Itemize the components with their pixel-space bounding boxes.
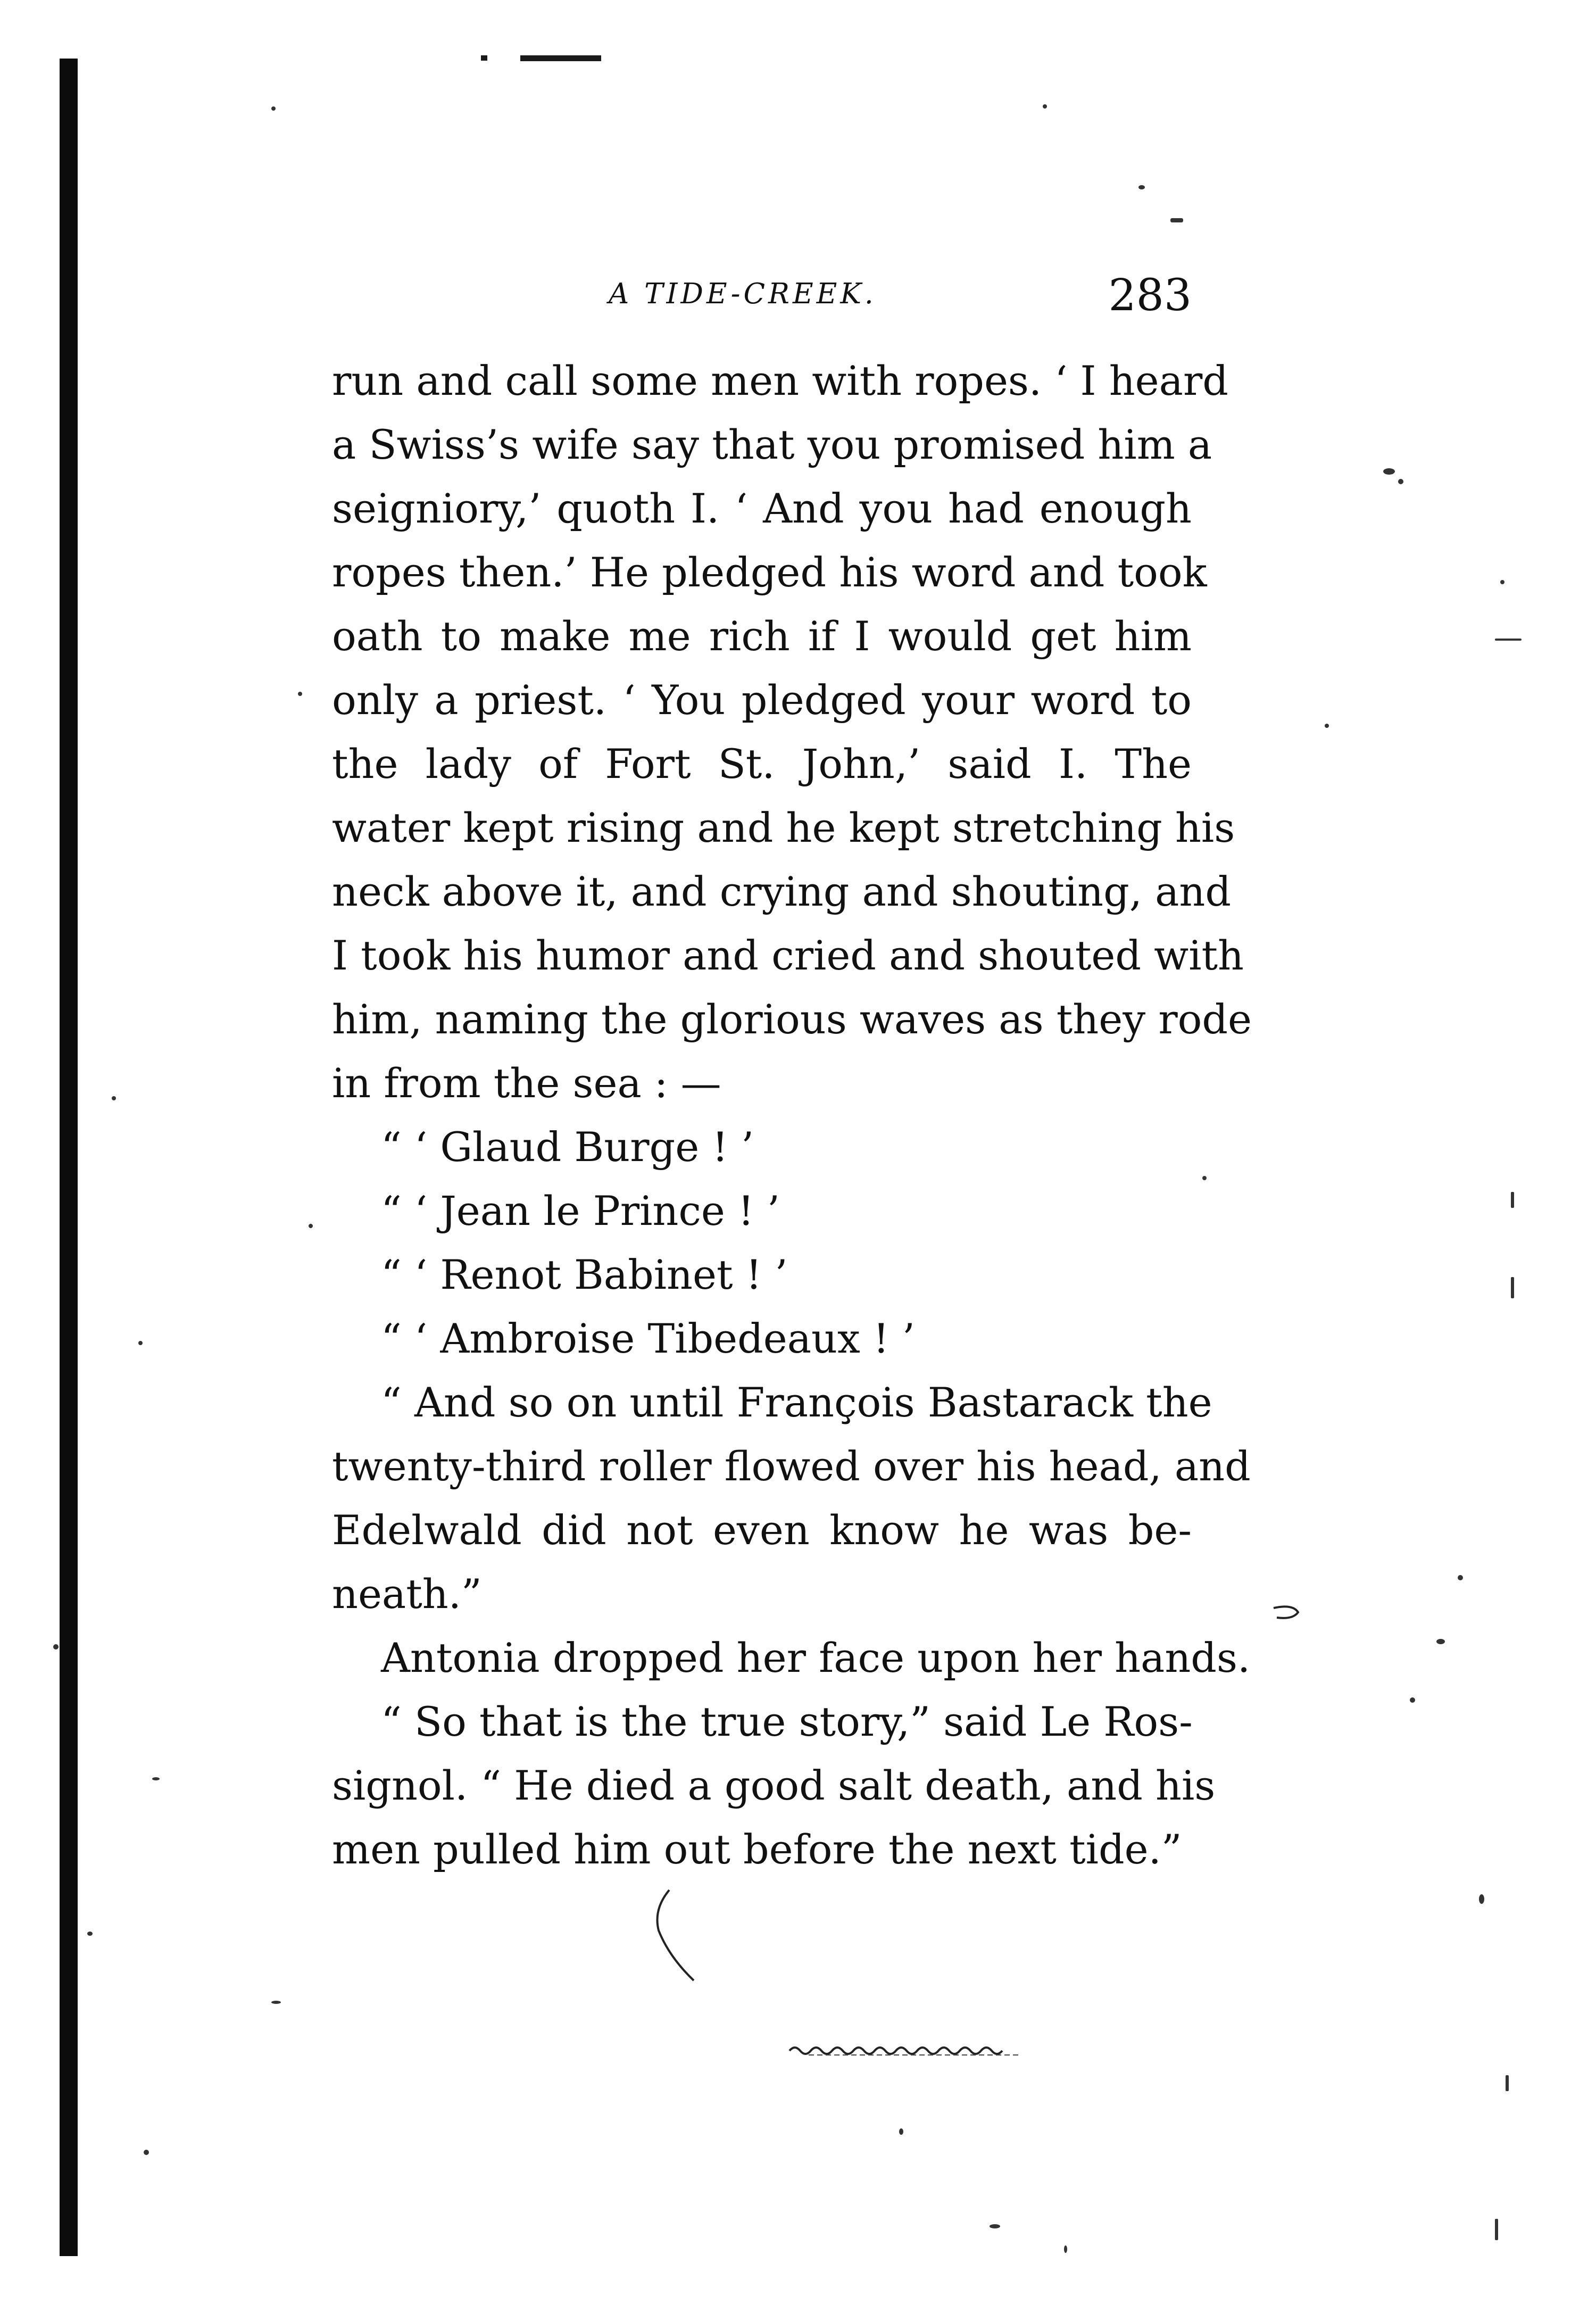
scan-speck xyxy=(1138,185,1145,189)
scan-speck xyxy=(53,1644,59,1650)
text-line: a Swiss’s wife say that you promised him a xyxy=(332,421,1212,468)
text-line: oath to make me rich if I would get him xyxy=(332,612,1192,660)
page-number: 283 xyxy=(1108,270,1192,321)
page-text xyxy=(332,349,1252,1882)
text-line: men pulled him out before the next tide.” xyxy=(332,1826,1182,1873)
scan-speck xyxy=(1202,1176,1207,1180)
verse-line: “ ‘ Jean le Prince ! ’ xyxy=(381,1187,780,1234)
scan-speck xyxy=(271,2001,281,2004)
scan-speck xyxy=(1325,724,1329,728)
scan-speck xyxy=(1458,1575,1463,1580)
scan-speck xyxy=(1495,639,1522,641)
text-line: the lady of Fort St. John,’ said I. The xyxy=(332,740,1192,788)
scan-speck xyxy=(1398,479,1403,484)
text-line: signol. “ He died a good salt death, and his xyxy=(332,1762,1216,1809)
scan-speck xyxy=(1511,1192,1514,1208)
text-line: ropes then.’ He pledged his word and took xyxy=(332,549,1207,596)
scan-speck xyxy=(138,1341,143,1345)
verse-line: “ ‘ Glaud Burge ! ’ xyxy=(381,1123,754,1171)
scan-speck xyxy=(144,2150,149,2155)
scan-speck xyxy=(1170,218,1183,222)
text-line: in from the sea : — xyxy=(332,1059,721,1107)
verse-line: “ ‘ Ambroise Tibedeaux ! ’ xyxy=(381,1315,915,1362)
text-line: run and call some men with ropes. ‘ I heard xyxy=(332,357,1228,404)
margin-scribble xyxy=(1271,1602,1314,1623)
scan-speck xyxy=(1410,1697,1415,1703)
text-line: twenty-third roller flowed over his head, and xyxy=(332,1443,1251,1490)
text-line: only a priest. ‘ You pledged your word to xyxy=(332,676,1192,724)
stray-pencil-mark xyxy=(648,1888,701,1984)
scan-speck xyxy=(990,2224,1000,2228)
text-line: “ So that is the true story,” said Le Ros- xyxy=(381,1698,1193,1745)
text-line: Edelwald did not even know he was be- xyxy=(332,1506,1192,1554)
scan-speck xyxy=(271,106,276,111)
text-line: “ And so on until François Bastarack the xyxy=(381,1379,1212,1426)
page-binding-shadow xyxy=(60,59,78,2256)
scan-speck xyxy=(309,1224,313,1228)
top-margin-rule xyxy=(520,55,601,61)
running-head xyxy=(332,270,1192,321)
scan-speck xyxy=(1043,104,1047,109)
ornament-rule xyxy=(787,2041,1043,2057)
text-line: I took his humor and cried and shouted with xyxy=(332,932,1244,979)
text-line: Antonia dropped her face upon her hands. xyxy=(381,1634,1251,1681)
scan-speck xyxy=(1436,1639,1445,1644)
scan-speck xyxy=(1511,1277,1514,1298)
scan-speck xyxy=(1506,2075,1509,2091)
scan-speck xyxy=(1064,2245,1067,2253)
scan-speck xyxy=(1495,2219,1498,2240)
top-margin-mark xyxy=(481,55,487,61)
verse-line: “ ‘ Renot Babinet ! ’ xyxy=(381,1251,788,1298)
text-line: seigniory,’ quoth I. ‘ And you had enough xyxy=(332,485,1192,532)
scan-speck xyxy=(1383,468,1395,475)
scan-speck xyxy=(87,1932,93,1936)
scan-speck xyxy=(1500,580,1504,584)
text-line: water kept rising and he kept stretching his xyxy=(332,804,1235,851)
running-title: A TIDE-CREEK. xyxy=(609,278,877,310)
text-line: neath.” xyxy=(332,1570,482,1618)
scan-speck xyxy=(1479,1894,1484,1904)
text-line: him, naming the glorious waves as they rode xyxy=(332,996,1252,1043)
scan-speck xyxy=(152,1777,160,1780)
scan-speck xyxy=(899,2128,903,2135)
text-line: neck above it, and crying and shouting, and xyxy=(332,868,1231,915)
scan-speck xyxy=(112,1096,116,1100)
scan-speck xyxy=(298,692,302,696)
